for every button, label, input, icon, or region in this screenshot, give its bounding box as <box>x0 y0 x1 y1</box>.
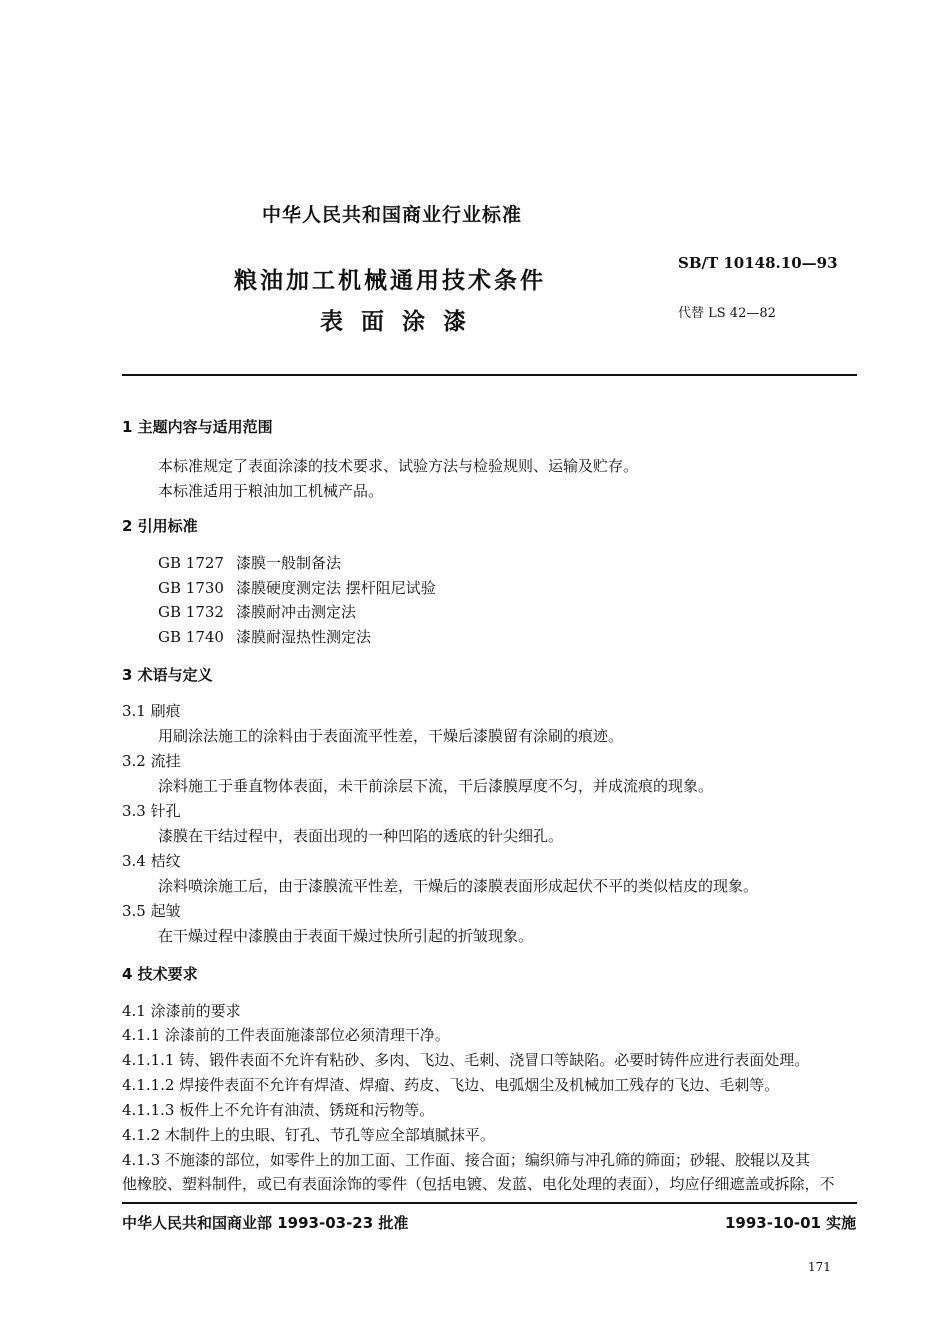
section-heading: 3 术语与定义 <box>122 666 213 684</box>
page-number: 171 <box>808 1260 831 1274</box>
reference-code: GB 1727 <box>158 554 224 572</box>
term-heading: 3.1 刷痕 <box>122 702 181 720</box>
term-definition: 涂料喷涂施工后，由于漆膜流平性差，干燥后的漆膜表面形成起伏不平的类似桔皮的现象。 <box>158 877 759 895</box>
reference-item <box>158 626 371 647</box>
reference-item <box>158 552 341 573</box>
header-divider <box>122 374 857 376</box>
term-definition: 漆膜在干结过程中，表面出现的一种凹陷的透底的针尖细孔。 <box>158 827 564 845</box>
section-heading: 1 主题内容与适用范围 <box>122 418 273 436</box>
clause: 4.1.2 木制件上的虫眼、钉孔、节孔等应全部填腻抹平。 <box>122 1126 495 1144</box>
clause: 他橡胶、塑料制件，或已有表面涂饰的零件（包括电镀、发蓝、电化处理的表面），均应仔细遮盖或拆除，不 <box>122 1175 835 1193</box>
clause: 4.1.1.1 铸、锻件表面不允许有粘砂、多肉、飞边、毛刺、浇冒口等缺陷。必要时铸件应进行表面处理。 <box>122 1051 810 1069</box>
reference-title: 漆膜耐冲击测定法 <box>236 603 357 621</box>
reference-code: GB 1732 <box>158 603 224 621</box>
reference-item <box>158 601 356 622</box>
paragraph: 本标准适用于粮油加工机械产品。 <box>158 482 384 500</box>
replaces-standard: 代替 LS 42—82 <box>678 306 776 321</box>
term-heading: 3.3 针孔 <box>122 802 181 820</box>
term-heading: 3.5 起皱 <box>122 902 181 920</box>
reference-code: GB 1740 <box>158 628 224 646</box>
term-definition: 涂料施工于垂直物体表面，未干前涂层下流，干后漆膜厚度不匀，并成流痕的现象。 <box>158 777 714 795</box>
clause: 4.1 涂漆前的要求 <box>122 1002 241 1020</box>
reference-code: GB 1730 <box>158 579 224 597</box>
reference-item <box>158 577 436 598</box>
document-subtitle: 表面涂漆 <box>320 309 484 335</box>
clause: 4.1.1.2 焊接件表面不允许有焊渣、焊瘤、药皮、飞边、电弧烟尘及机械加工残存的飞边、毛刺等。 <box>122 1076 780 1094</box>
reference-title: 漆膜硬度测定法 摆杆阻尼试验 <box>236 579 436 597</box>
term-heading: 3.4 桔纹 <box>122 852 181 870</box>
clause: 4.1.1 涂漆前的工件表面施漆部位必须清理干净。 <box>122 1026 450 1044</box>
clause: 4.1.3 不施漆的部位，如零件上的加工面、工作面、接合面；编织筛与冲孔筛的筛面；砂辊、胶辊以及其 <box>122 1151 810 1169</box>
clause: 4.1.1.3 板件上不允许有油渍、锈斑和污物等。 <box>122 1101 435 1119</box>
approval-date: 中华人民共和国商业部 1993-03-23 批准 <box>122 1214 409 1232</box>
paragraph: 本标准规定了表面涂漆的技术要求、试验方法与检验规则、运输及贮存。 <box>158 457 639 475</box>
term-heading: 3.2 流挂 <box>122 752 181 770</box>
reference-title: 漆膜一般制备法 <box>236 554 342 572</box>
section-heading: 4 技术要求 <box>122 965 198 983</box>
standard-number: SB/T 10148.10—93 <box>678 254 838 272</box>
section-heading: 2 引用标准 <box>122 517 198 535</box>
reference-title: 漆膜耐湿热性测定法 <box>236 628 372 646</box>
footer-divider <box>122 1202 857 1204</box>
term-definition: 用刷涂法施工的涂料由于表面流平性差，干燥后漆膜留有涂刷的痕迹。 <box>158 727 624 745</box>
issuing-organization: 中华人民共和国商业行业标准 <box>262 204 523 226</box>
effective-date: 1993-10-01 实施 <box>725 1214 857 1232</box>
document-title: 粮油加工机械通用技术条件 <box>234 268 546 294</box>
term-definition: 在干燥过程中漆膜由于表面干燥过快所引起的折皱现象。 <box>158 927 534 945</box>
